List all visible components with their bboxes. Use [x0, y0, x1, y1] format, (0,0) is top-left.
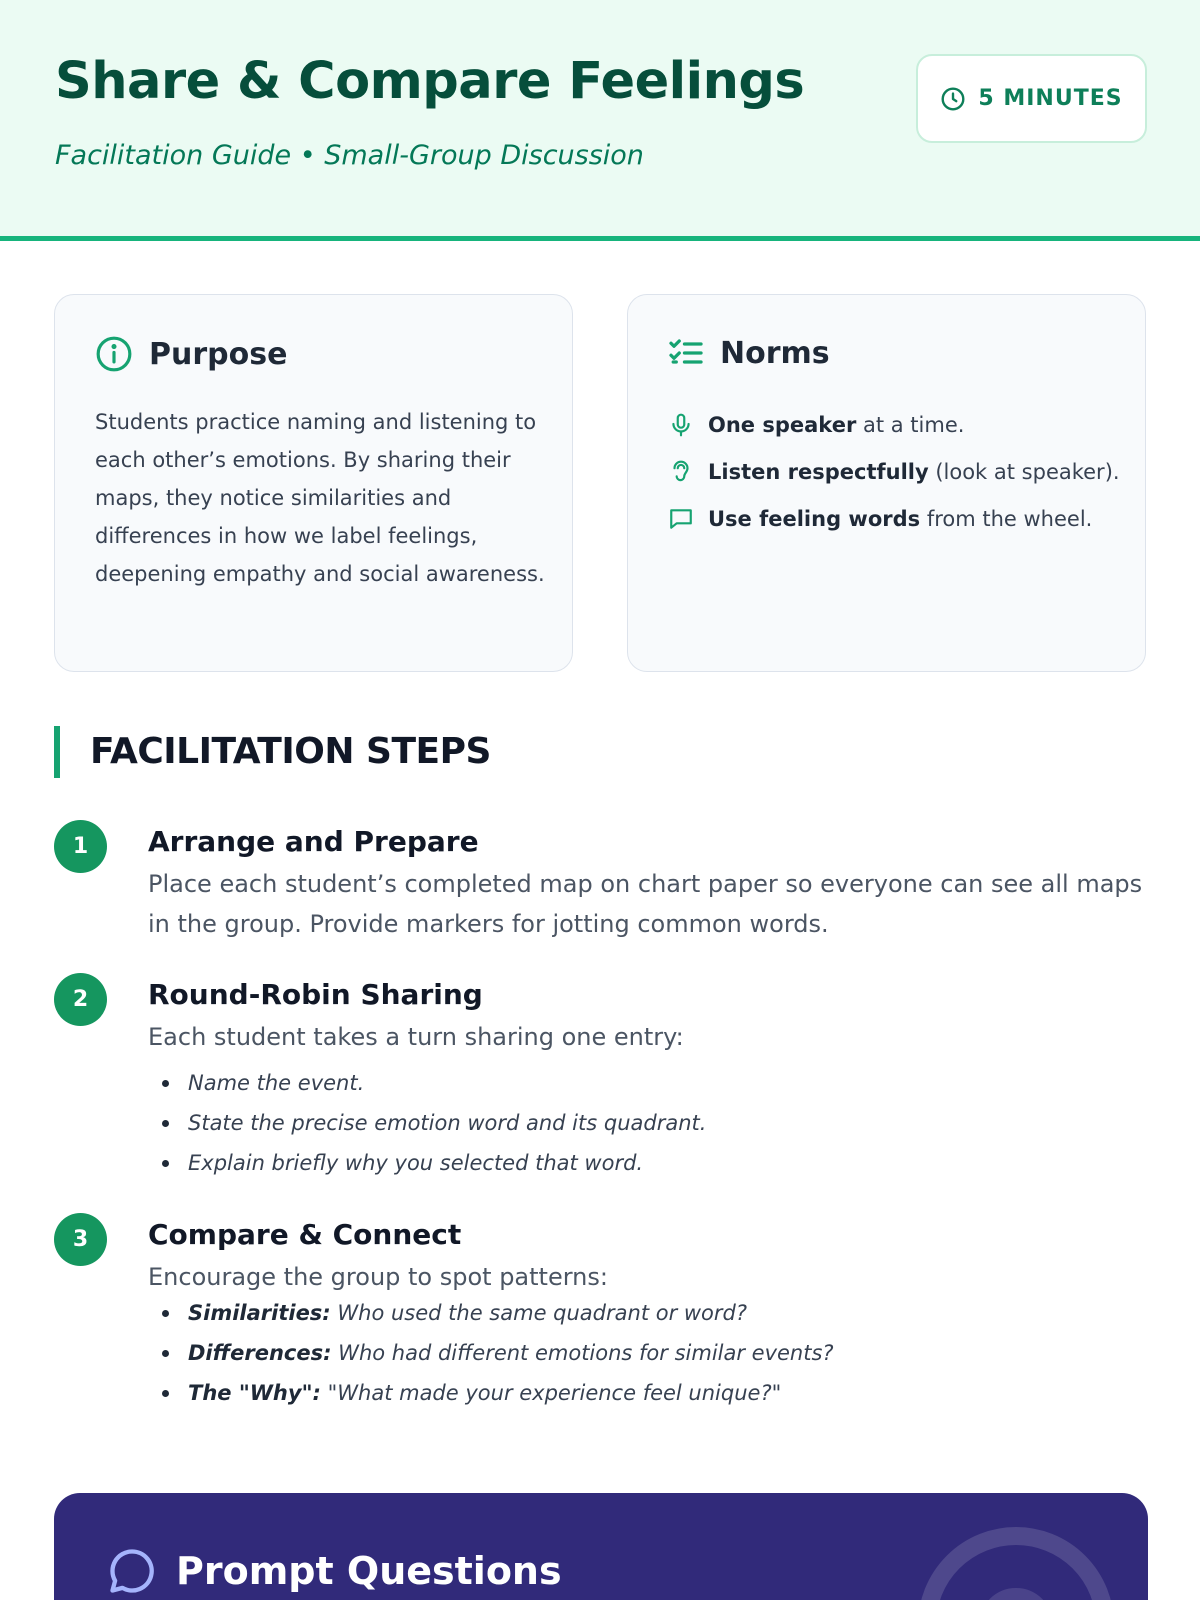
- norm-text: Listen respectfully (look at speaker).: [708, 459, 1120, 484]
- purpose-header: [95, 335, 287, 373]
- checklist-icon: [668, 335, 704, 371]
- clock-icon: [940, 86, 966, 112]
- page-subtitle: Facilitation Guide • Small-Group Discussion: [55, 140, 644, 171]
- step-description: Place each student’s completed map on chart paper so everyone can see all maps in the group. Provide markers for jotting common words.: [148, 870, 1143, 938]
- list-item: Differences: Who had different emotions for similar events?: [148, 1333, 1158, 1373]
- step-number: 3: [54, 1213, 107, 1266]
- step-title: Compare & Connect: [148, 1218, 462, 1251]
- duration-badge: [916, 54, 1147, 143]
- norm-item: [668, 495, 1120, 542]
- step-title: Arrange and Prepare: [148, 825, 479, 858]
- norm-text: Use feeling words from the wheel.: [708, 506, 1093, 531]
- norms-list: [668, 401, 1120, 542]
- prompt-heading: Prompt Questions: [176, 1549, 562, 1593]
- purpose-card: [54, 294, 573, 672]
- microphone-icon: [668, 412, 694, 438]
- prompt-questions-panel: [54, 1493, 1148, 1600]
- purpose-heading: Purpose: [149, 336, 288, 372]
- list-item: Name the event.: [148, 1063, 1158, 1103]
- step-bullet-list: [148, 1063, 1158, 1183]
- step-bullet-list: [148, 1293, 1158, 1413]
- step-description: Encourage the group to spot patterns:: [148, 1263, 608, 1291]
- page-header: [0, 0, 1200, 241]
- step-description: Each student takes a turn sharing one entry:: [148, 1023, 684, 1051]
- list-item: State the precise emotion word and its quadrant.: [148, 1103, 1158, 1143]
- norm-item: [668, 448, 1120, 495]
- prompt-header: [106, 1545, 562, 1597]
- step-number: 1: [54, 820, 107, 873]
- page-title: Share & Compare Feelings: [55, 52, 805, 111]
- info-icon: [95, 335, 133, 373]
- list-item: Explain briefly why you selected that word.: [148, 1143, 1158, 1183]
- step-body: [148, 973, 1158, 1183]
- norm-item: [668, 401, 1120, 448]
- norm-text: One speaker at a time.: [708, 412, 965, 437]
- purpose-text: Students practice naming and listening to each other’s emotions. By sharing their maps, they notice similarities and differences in how we label feelings, deepening empathy and social awareness.: [95, 410, 545, 586]
- norms-card: [627, 294, 1146, 672]
- step-number: 2: [54, 973, 107, 1026]
- norms-heading: Norms: [720, 335, 830, 371]
- norms-header: [668, 335, 830, 371]
- list-item: Similarities: Who used the same quadrant or word?: [148, 1293, 1158, 1333]
- steps-heading: FACILITATION STEPS: [54, 726, 491, 778]
- list-item: The "Why": "What made your experience feel unique?": [148, 1373, 1158, 1413]
- duration-label: 5 MINUTES: [978, 86, 1123, 111]
- speech-bubble-icon: [106, 1545, 158, 1597]
- ear-icon: [668, 459, 694, 485]
- chat-bubble-icon: [668, 506, 694, 532]
- step-body: [148, 1213, 1158, 1413]
- step-body: [148, 820, 1158, 944]
- step-title: Round-Robin Sharing: [148, 978, 483, 1011]
